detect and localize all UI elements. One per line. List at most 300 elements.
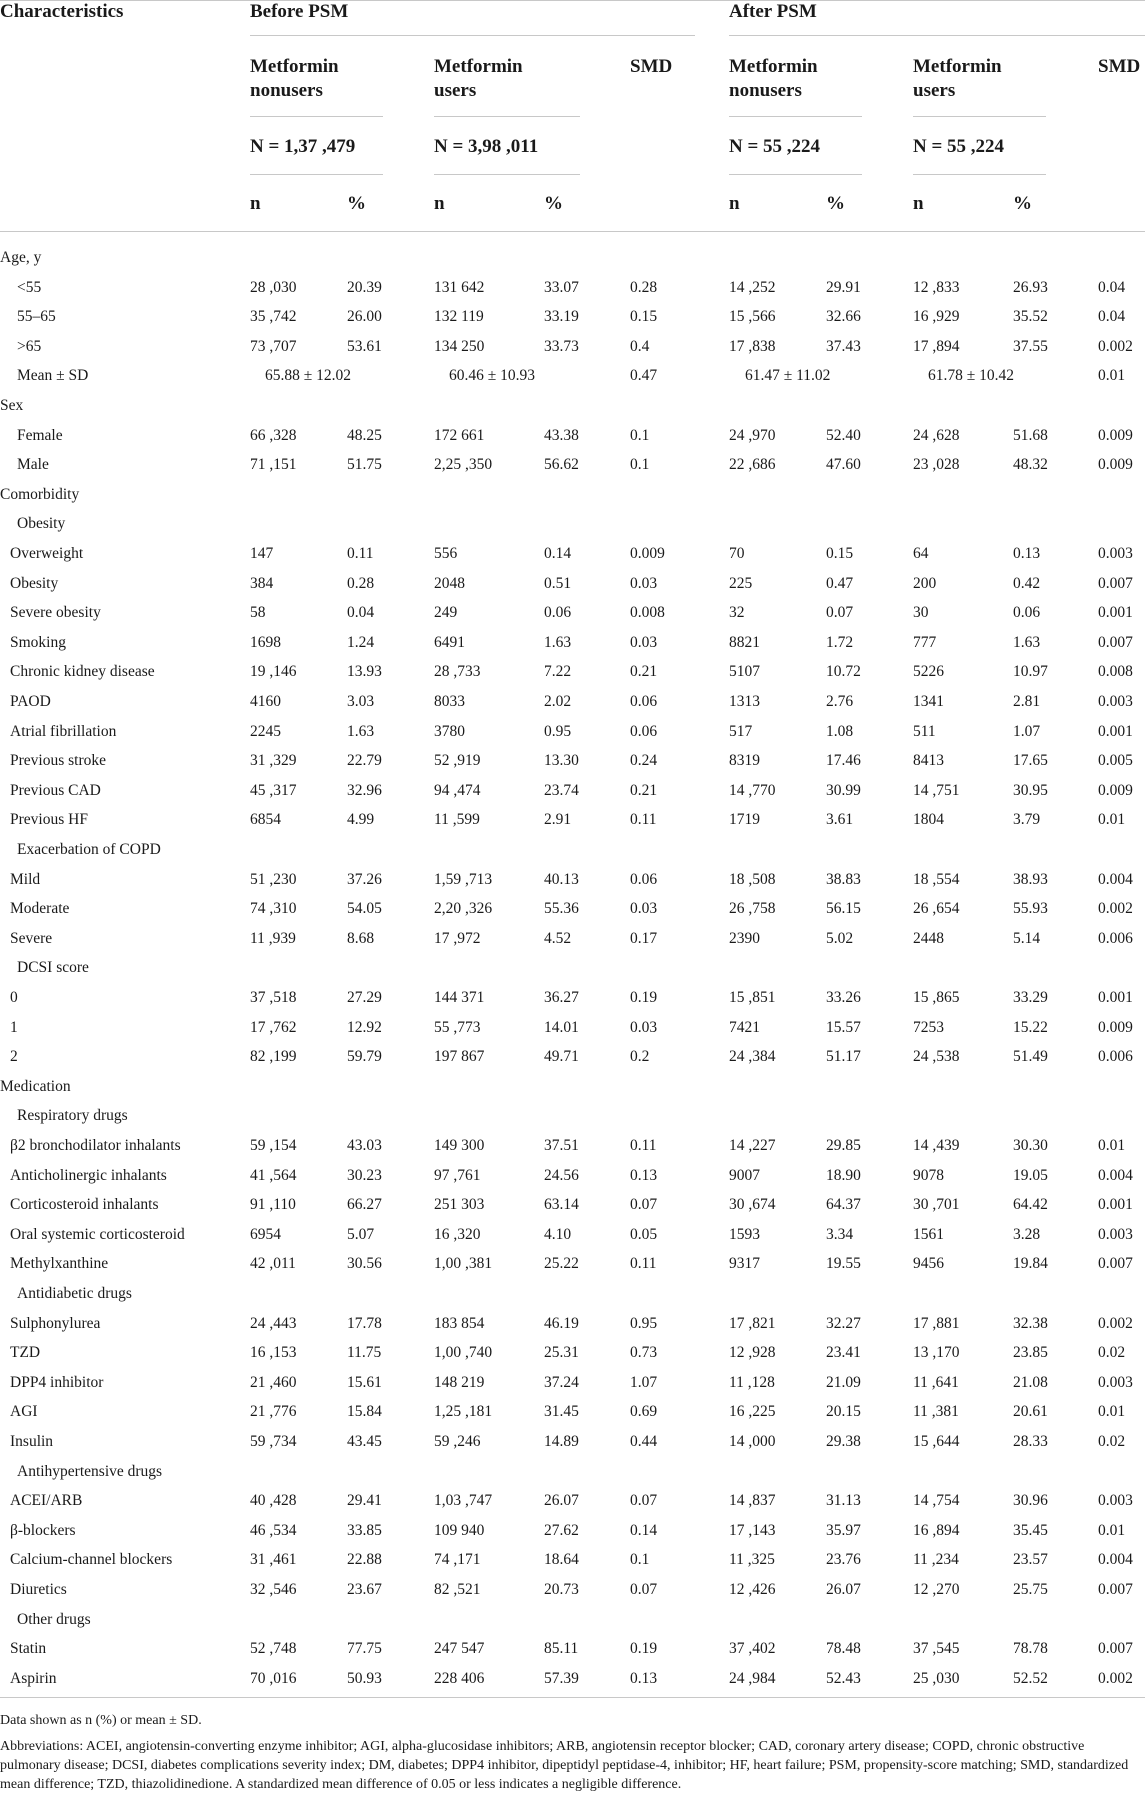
row-label: DPP4 inhibitor	[10, 1373, 104, 1391]
table-cell: 41 ,564	[250, 1166, 297, 1184]
table-cell: 14.89	[544, 1433, 579, 1450]
row-label: Antihypertensive drugs	[17, 1462, 163, 1480]
table-cell: 0.05	[630, 1225, 658, 1243]
row-label: Previous HF	[10, 811, 88, 829]
row-label: Other drugs	[17, 1610, 91, 1628]
table-cell: 0.005	[1098, 752, 1133, 770]
table-cell: 0.51	[544, 574, 572, 592]
table-cell: 66.27	[347, 1196, 382, 1214]
table-cell: 29.38	[826, 1433, 861, 1450]
table-cell: 51.49	[1013, 1048, 1048, 1066]
table-row	[0, 1486, 1145, 1516]
table-cell: 49.71	[544, 1048, 579, 1066]
table-row	[0, 687, 1145, 717]
table-cell: 25.31	[544, 1344, 579, 1362]
table-cell: 12 ,426	[729, 1581, 776, 1598]
table-cell: 2,20 ,326	[434, 900, 493, 918]
table-row	[0, 569, 1145, 599]
table-cell: 25 ,030	[913, 1669, 960, 1687]
table-cell: 109 940	[434, 1521, 485, 1539]
table-cell: 6491	[434, 633, 465, 651]
header-pct-1: %	[347, 193, 366, 214]
table-cell: 147	[250, 545, 274, 562]
table-row	[0, 1042, 1145, 1072]
table-cell: 43.38	[544, 426, 579, 444]
table-cell: 0.07	[630, 1492, 658, 1510]
table-cell: 28 ,733	[434, 663, 481, 681]
table-row	[0, 1516, 1145, 1546]
table-cell: 37.55	[1013, 337, 1048, 355]
table-cell: 2048	[434, 574, 465, 592]
table-cell: 7253	[913, 1018, 944, 1036]
table-cell: 51.17	[826, 1048, 861, 1066]
table-cell: 15 ,566	[729, 308, 776, 326]
table-cell: 35.52	[1013, 308, 1048, 326]
row-label: Mild	[10, 870, 41, 888]
table-cell: 33.19	[544, 308, 579, 326]
row-label: Severe	[10, 929, 53, 947]
table-cell: 37.51	[544, 1137, 579, 1154]
header-n-2: n	[434, 193, 445, 214]
table-cell: 17 ,143	[729, 1521, 776, 1539]
table-cell: 0.003	[1098, 693, 1133, 710]
table-row	[0, 1427, 1145, 1457]
table-cell: 0.003	[1098, 1373, 1133, 1391]
table-cell: 1593	[729, 1225, 760, 1243]
row-label: β2 bronchodilator inhalants	[10, 1137, 181, 1154]
table-row	[0, 1161, 1145, 1191]
table-cell: 71 ,151	[250, 456, 297, 474]
table-cell: 18.64	[544, 1551, 579, 1569]
table-cell: 33.85	[347, 1521, 382, 1539]
table-cell: 1.07	[630, 1373, 658, 1391]
table-cell: 63.14	[544, 1196, 579, 1214]
table-cell: 0.009	[1098, 456, 1133, 474]
table-cell: 0.24	[630, 752, 658, 770]
table-cell: 0.007	[1098, 1255, 1133, 1273]
table-cell: 14 ,770	[729, 781, 776, 799]
table-cell: 0.95	[630, 1314, 658, 1332]
table-cell: 91 ,110	[250, 1196, 296, 1214]
table-cell: 14 ,000	[729, 1433, 776, 1450]
table-cell: 15 ,851	[729, 989, 776, 1006]
table-cell: 64.42	[1013, 1196, 1048, 1214]
table-cell: 15.22	[1013, 1018, 1048, 1036]
table-cell: 556	[434, 545, 458, 562]
table-cell: 17 ,894	[913, 337, 960, 355]
table-cell: 14 ,252	[729, 278, 776, 296]
table-cell: 0.001	[1098, 604, 1133, 622]
table-cell: 14 ,751	[913, 781, 960, 799]
table-cell: 60.46 ± 10.93	[449, 367, 536, 385]
table-row	[0, 332, 1145, 362]
table-cell: 66 ,328	[250, 426, 297, 444]
table-cell: 0.007	[1098, 633, 1133, 651]
table-cell: 4160	[250, 693, 281, 710]
row-label: Corticosteroid inhalants	[10, 1196, 159, 1214]
table-row	[0, 450, 1145, 480]
table-cell: 61.47 ± 11.02	[745, 367, 831, 385]
table-cell: 45 ,317	[250, 781, 297, 799]
table-cell: 0.06	[544, 604, 572, 622]
table-cell: 64	[913, 545, 929, 562]
table-cell: 0.28	[347, 574, 375, 592]
table-cell: 2.91	[544, 811, 572, 829]
table-cell: 0.07	[826, 604, 854, 622]
table-cell: 30 ,674	[729, 1196, 776, 1214]
table-cell: 23.67	[347, 1581, 382, 1598]
table-cell: 0.006	[1098, 1048, 1133, 1066]
table-cell: 58	[250, 604, 266, 622]
table-cell: 5.14	[1013, 929, 1041, 947]
table-cell: 0.004	[1098, 1166, 1133, 1184]
table-cell: 1,25 ,181	[434, 1403, 493, 1421]
table-cell: 5226	[913, 663, 944, 681]
footnote-abbreviations: Abbreviations: ACEI, angiotensin-converting enzyme inhibitor; AGI, alpha-glucosidase inhibitors; ARB, angiotensin receptor blocker; CAD, coronary artery disease; COPD, chronic obstructive pulmonary disease; DCSI, diabetes complications severity index; DM, diabetes; DPP4 inhibitor, dipeptidyl peptidase-4, inhibitor; HF, heart failure; PSM, propensity-score matching; SMD, standardized mean difference; TZD, thiazolidinedione. A standardized mean difference of 0.05 or less indicates a negligible difference.	[0, 1739, 1129, 1792]
table-cell: 200	[913, 574, 937, 592]
table-cell: 23 ,028	[913, 456, 960, 474]
row-label: Moderate	[10, 900, 70, 918]
table-cell: 16 ,153	[250, 1344, 297, 1362]
table-cell: 2448	[913, 929, 944, 947]
row-label: Diuretics	[10, 1581, 67, 1598]
table-cell: 47.60	[826, 456, 861, 474]
row-label: Aspirin	[10, 1669, 57, 1687]
row-label: Age, y	[0, 249, 42, 266]
row-label: DCSI score	[17, 959, 89, 977]
table-cell: 70	[729, 545, 745, 562]
row-label: 1	[10, 1018, 18, 1036]
table-cell: 23.41	[826, 1344, 861, 1362]
table-cell: 0.11	[630, 811, 657, 829]
table-cell: 26.07	[544, 1492, 579, 1510]
table-cell: 0.15	[826, 545, 854, 562]
row-label: <55	[17, 278, 42, 296]
table-cell: 14 ,754	[913, 1492, 960, 1510]
table-cell: 22.88	[347, 1551, 382, 1569]
table-cell: 0.04	[1098, 308, 1126, 326]
table-cell: 51.68	[1013, 426, 1048, 444]
header-before-users-count: N = 3,98 ,011	[434, 136, 539, 157]
row-label: PAOD	[10, 693, 51, 710]
table-cell: 32.27	[826, 1314, 861, 1332]
table-cell: 2,25 ,350	[434, 456, 493, 474]
table-cell: 78.48	[826, 1640, 861, 1658]
table-cell: 0.19	[630, 1640, 658, 1658]
table-cell: 40.13	[544, 870, 579, 888]
table-cell: 19 ,146	[250, 663, 297, 681]
table-cell: 17 ,838	[729, 337, 776, 355]
table-cell: 9456	[913, 1255, 944, 1273]
table-cell: 1.63	[1013, 633, 1041, 651]
table-row	[0, 1131, 1145, 1161]
table-cell: 37.43	[826, 337, 861, 355]
table-cell: 19.05	[1013, 1166, 1048, 1184]
header-before-nonusers-2: nonusers	[250, 80, 323, 101]
table-row	[0, 1309, 1145, 1339]
table-cell: 1,59 ,713	[434, 870, 493, 888]
row-label: Previous CAD	[10, 781, 101, 799]
table-cell: 0.28	[630, 278, 658, 296]
table-cell: 0.01	[1098, 367, 1126, 385]
table-cell: 15 ,865	[913, 989, 960, 1006]
table-cell: 0.21	[630, 663, 658, 681]
section-row	[0, 1279, 1145, 1309]
table-cell: 15 ,644	[913, 1433, 960, 1450]
table-cell: 9317	[729, 1255, 760, 1273]
table-cell: 0.003	[1098, 1492, 1133, 1510]
table-cell: 17.65	[1013, 752, 1048, 770]
table-cell: 0.002	[1098, 1669, 1133, 1687]
table-cell: 11 ,325	[729, 1551, 775, 1569]
table-cell: 2390	[729, 929, 760, 947]
table-cell: 54.05	[347, 900, 382, 918]
table-cell: 46.19	[544, 1314, 579, 1332]
table-cell: 0.11	[630, 1255, 657, 1273]
table-cell: 74 ,171	[434, 1551, 481, 1569]
table-cell: 56.15	[826, 900, 861, 918]
table-cell: 48.32	[1013, 456, 1048, 474]
row-label: Previous stroke	[10, 752, 107, 770]
table-cell: 70 ,016	[250, 1669, 297, 1687]
table-cell: 12 ,833	[913, 278, 960, 296]
table-cell: 225	[729, 574, 753, 592]
table-cell: 73 ,707	[250, 337, 297, 355]
table-cell: 36.27	[544, 989, 579, 1006]
table-row	[0, 1664, 1145, 1694]
table-cell: 82 ,521	[434, 1581, 481, 1598]
table-cell: 24 ,384	[729, 1048, 776, 1066]
row-label: Methylxanthine	[10, 1255, 109, 1273]
header-pct-4: %	[1013, 193, 1032, 214]
table-cell: 0.07	[630, 1196, 658, 1214]
table-row	[0, 924, 1145, 954]
table-cell: 6954	[250, 1225, 281, 1243]
table-row	[0, 776, 1145, 806]
header-characteristics: Characteristics	[0, 1, 124, 22]
table-cell: 0.009	[630, 545, 665, 562]
table-cell: 26 ,758	[729, 900, 776, 918]
table-cell: 20.73	[544, 1581, 579, 1598]
table-cell: 0.13	[1013, 545, 1041, 562]
table-cell: 511	[913, 722, 936, 740]
table-cell: 22.79	[347, 752, 382, 770]
table-cell: 51 ,230	[250, 870, 297, 888]
table-row	[0, 746, 1145, 776]
table-cell: 1804	[913, 811, 944, 829]
table-cell: 35.45	[1013, 1521, 1048, 1539]
table-cell: 24 ,984	[729, 1669, 776, 1687]
table-cell: 31 ,329	[250, 752, 297, 770]
table-cell: 148 219	[434, 1373, 485, 1391]
table-cell: 0.11	[630, 1137, 657, 1154]
table-cell: 40 ,428	[250, 1492, 297, 1510]
table-cell: 0.17	[630, 929, 658, 947]
table-cell: 1313	[729, 693, 760, 710]
table-cell: 0.01	[1098, 1521, 1126, 1539]
table-cell: 14 ,227	[729, 1137, 776, 1154]
table-cell: 97 ,761	[434, 1166, 481, 1184]
row-label: Atrial fibrillation	[10, 722, 117, 740]
table-cell: 0.009	[1098, 781, 1133, 799]
table-cell: 11 ,128	[729, 1373, 775, 1391]
table-cell: 30.23	[347, 1166, 382, 1184]
table-row	[0, 598, 1145, 628]
table-cell: 1.07	[1013, 722, 1041, 740]
table-cell: 0.003	[1098, 545, 1133, 562]
table-cell: 16 ,320	[434, 1225, 481, 1243]
table-cell: 35.97	[826, 1521, 861, 1539]
table-cell: 50.93	[347, 1669, 382, 1687]
table-cell: 11 ,234	[913, 1551, 959, 1569]
table-cell: 0.001	[1098, 989, 1133, 1006]
table-cell: 19.84	[1013, 1255, 1048, 1273]
table-cell: 23.74	[544, 781, 579, 799]
table-cell: 48.25	[347, 426, 382, 444]
table-cell: 0.03	[630, 900, 658, 918]
row-label: Obesity	[17, 515, 66, 533]
row-label: β-blockers	[10, 1521, 76, 1539]
table-cell: 0.007	[1098, 1640, 1133, 1658]
table-cell: 29.41	[347, 1492, 382, 1510]
table-cell: 132 119	[434, 308, 484, 326]
table-cell: 517	[729, 722, 753, 740]
table-row	[0, 1220, 1145, 1250]
table-cell: 0.07	[630, 1581, 658, 1598]
table-row	[0, 273, 1145, 303]
table-cell: 0.13	[630, 1166, 658, 1184]
table-cell: 51.75	[347, 456, 382, 474]
table-cell: 1341	[913, 693, 944, 710]
table-cell: 1,03 ,747	[434, 1492, 493, 1510]
table-cell: 0.06	[630, 870, 658, 888]
table-cell: 85.11	[544, 1640, 579, 1658]
table-cell: 0.69	[630, 1403, 658, 1421]
table-cell: 9007	[729, 1166, 760, 1184]
table-cell: 38.93	[1013, 870, 1048, 888]
table-cell: 11 ,381	[913, 1403, 959, 1421]
table-row	[0, 421, 1145, 451]
table-cell: 0.03	[630, 633, 658, 651]
table-cell: 10.72	[826, 663, 861, 681]
row-label: Sulphonylurea	[10, 1314, 101, 1332]
header-before-smd: SMD	[630, 56, 673, 77]
table-cell: 37 ,518	[250, 989, 297, 1006]
table-cell: 21.08	[1013, 1373, 1048, 1391]
section-row	[0, 480, 1145, 510]
table-cell: 61.78 ± 10.42	[928, 367, 1015, 385]
table-row	[0, 539, 1145, 569]
table-cell: 32 ,546	[250, 1581, 297, 1598]
table-cell: 1.24	[347, 633, 375, 651]
table-cell: 4.99	[347, 811, 375, 829]
table-cell: 31.13	[826, 1492, 861, 1510]
table-cell: 55 ,773	[434, 1018, 481, 1036]
row-label: Statin	[10, 1640, 47, 1658]
table-cell: 78.78	[1013, 1640, 1048, 1658]
table-cell: 37.24	[544, 1373, 579, 1391]
table-cell: 24.56	[544, 1166, 579, 1184]
table-cell: 15.57	[826, 1018, 861, 1036]
table-cell: 18 ,554	[913, 870, 960, 888]
table-row	[0, 302, 1145, 332]
header-after-psm: After PSM	[729, 1, 817, 22]
table-cell: 0.04	[1098, 278, 1126, 296]
table-cell: 59.79	[347, 1048, 382, 1066]
table-cell: 17 ,821	[729, 1314, 776, 1332]
table-row	[0, 657, 1145, 687]
table-cell: 6854	[250, 811, 281, 829]
row-label: >65	[17, 337, 42, 355]
table-cell: 26.07	[826, 1581, 861, 1598]
table-cell: 59 ,246	[434, 1433, 481, 1450]
row-label: Sex	[0, 397, 24, 414]
table-cell: 23.85	[1013, 1344, 1048, 1362]
header-after-users-count: N = 55 ,224	[913, 136, 1005, 157]
table-cell: 0.03	[630, 1018, 658, 1036]
table-cell: 23.57	[1013, 1551, 1048, 1569]
table-cell: 0.001	[1098, 1196, 1133, 1214]
table-bottom-rule	[0, 1697, 1145, 1698]
table-cell: 0.006	[1098, 929, 1133, 947]
table-cell: 65.88 ± 12.02	[265, 367, 352, 385]
table-cell: 28 ,030	[250, 278, 297, 296]
section-row	[0, 1457, 1145, 1487]
table-cell: 16 ,225	[729, 1403, 776, 1421]
row-label: TZD	[10, 1344, 41, 1362]
table-row	[0, 1013, 1145, 1043]
table-cell: 52.43	[826, 1669, 861, 1687]
table-cell: 4.10	[544, 1225, 572, 1243]
table-cell: 20.39	[347, 278, 382, 296]
table-cell: 24 ,538	[913, 1048, 960, 1066]
table-cell: 0.47	[826, 574, 854, 592]
table-cell: 0.04	[347, 604, 375, 622]
table-cell: 0.1	[630, 1551, 650, 1569]
table-cell: 1.72	[826, 633, 854, 651]
table-cell: 0.008	[1098, 663, 1133, 681]
table-cell: 8033	[434, 693, 465, 710]
table-cell: 25.22	[544, 1255, 579, 1273]
table-row	[0, 1545, 1145, 1575]
table-row	[0, 983, 1145, 1013]
table-cell: 1.08	[826, 722, 854, 740]
table-cell: 0.01	[1098, 1403, 1126, 1421]
table-cell: 0.007	[1098, 1581, 1133, 1598]
table-cell: 183 854	[434, 1314, 485, 1332]
table-cell: 43.45	[347, 1433, 382, 1450]
table-cell: 55.36	[544, 900, 579, 918]
table-cell: 13.30	[544, 752, 579, 770]
table-cell: 8319	[729, 752, 760, 770]
row-label: ACEI/ARB	[10, 1492, 83, 1510]
table-cell: 249	[434, 604, 458, 622]
table-cell: 5.02	[826, 929, 854, 947]
table-cell: 0.13	[630, 1669, 658, 1687]
table-cell: 24 ,970	[729, 426, 776, 444]
table-cell: 0.002	[1098, 1314, 1133, 1332]
table-cell: 13 ,170	[913, 1344, 960, 1362]
table-cell: 17 ,762	[250, 1018, 297, 1036]
table-cell: 247 547	[434, 1640, 485, 1658]
table-cell: 2245	[250, 722, 281, 740]
table-cell: 3.28	[1013, 1225, 1041, 1243]
section-row	[0, 243, 1145, 273]
table-cell: 64.37	[826, 1196, 861, 1214]
table-cell: 30.56	[347, 1255, 382, 1273]
table-cell: 3780	[434, 722, 465, 740]
table-cell: 11.75	[347, 1344, 382, 1362]
